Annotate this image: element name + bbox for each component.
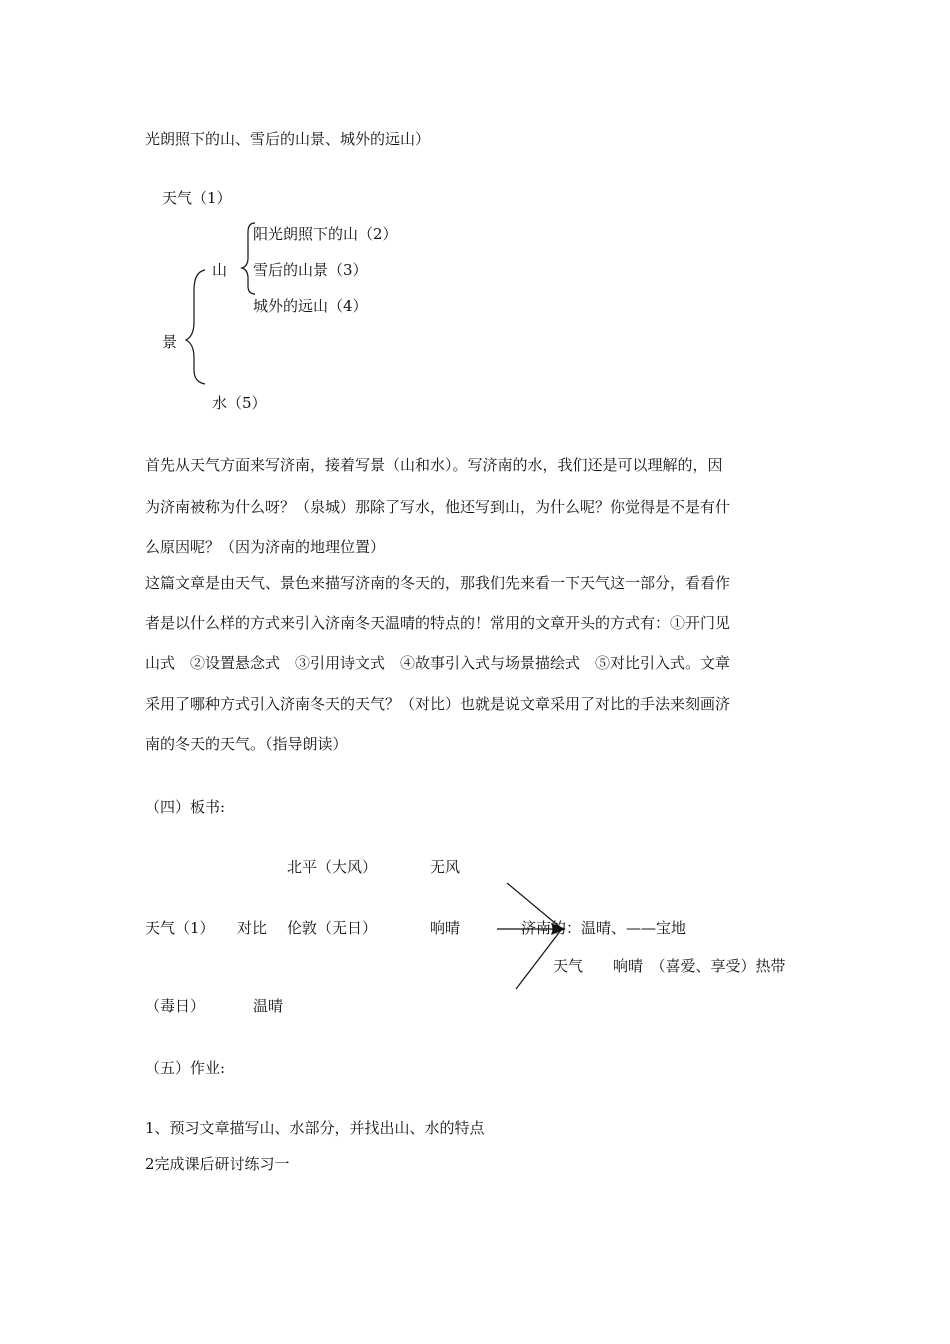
homework-item-1: 1、预习文章描写山、水部分，并找出山、水的特点 — [145, 1119, 485, 1137]
brace-large — [186, 270, 205, 384]
para2-line-4: 采用了哪种方式引入济南冬天的天气？（对比）也就是说文章采用了对比的手法来刻画济 — [145, 695, 731, 713]
intro-line: 光朗照下的山、雪后的山景、城外的远山） — [145, 130, 431, 148]
board-jinan: 济南的：温晴、——宝地 — [521, 919, 687, 937]
outline-shan-item-3: 城外的远山（4） — [253, 297, 368, 315]
outline-jing: 景 — [162, 333, 178, 351]
board-duibi: 对比 — [237, 919, 268, 937]
outline-shui: 水（5） — [212, 394, 267, 412]
outline-shan-item-2: 雪后的山景（3） — [253, 261, 368, 279]
section5-title: （五）作业: — [145, 1059, 226, 1077]
outline-tianqi: 天气（1） — [162, 189, 232, 207]
para1-line-1: 首先从天气方面来写济南，接着写景（山和水）。写济南的水，我们还是可以理解的，因 — [145, 456, 723, 474]
board-wenqing: 温晴 — [253, 997, 284, 1015]
para2-line-5: 南的冬天的天气。（指导朗读） — [145, 735, 348, 753]
board-lundun: 伦敦（无日） — [287, 919, 378, 937]
board-beiping: 北平（大风） — [287, 858, 378, 876]
outline-shan-item-1: 阳光朗照下的山（2） — [253, 225, 398, 243]
section4-title: （四）板书: — [145, 798, 226, 816]
para2-line-2: 者是以什么样的方式来引入济南冬天温晴的特点的！常用的文章开头的方式有：①开门见 — [145, 614, 731, 632]
para1-line-2: 为济南被称为什么呀？（泉城）那除了写水，他还写到山，为什么呢？你觉得是不是有什 — [145, 498, 731, 516]
para2-line-1: 这篇文章是由天气、景色来描写济南的冬天的，那我们先来看一下天气这一部分，看看作 — [145, 574, 731, 592]
board-wufeng: 无风 — [430, 858, 461, 876]
board-row3: 天气 响晴 （喜爱、享受）热带 — [553, 957, 786, 975]
board-tianqi: 天气（1） — [145, 919, 215, 937]
brace-small — [242, 223, 255, 294]
para2-line-3: 山式 ②设置悬念式 ③引用诗文式 ④故事引入式与场景描绘式 ⑤对比引入式。文章 — [145, 654, 731, 672]
board-xiangqing: 响晴 — [430, 919, 461, 937]
outline-shan: 山 — [212, 261, 228, 279]
board-duri: （毒日） — [145, 997, 206, 1015]
para1-line-3: 么原因呢？（因为济南的地理位置） — [145, 538, 386, 556]
homework-item-2: 2完成课后研讨练习一 — [145, 1155, 290, 1173]
